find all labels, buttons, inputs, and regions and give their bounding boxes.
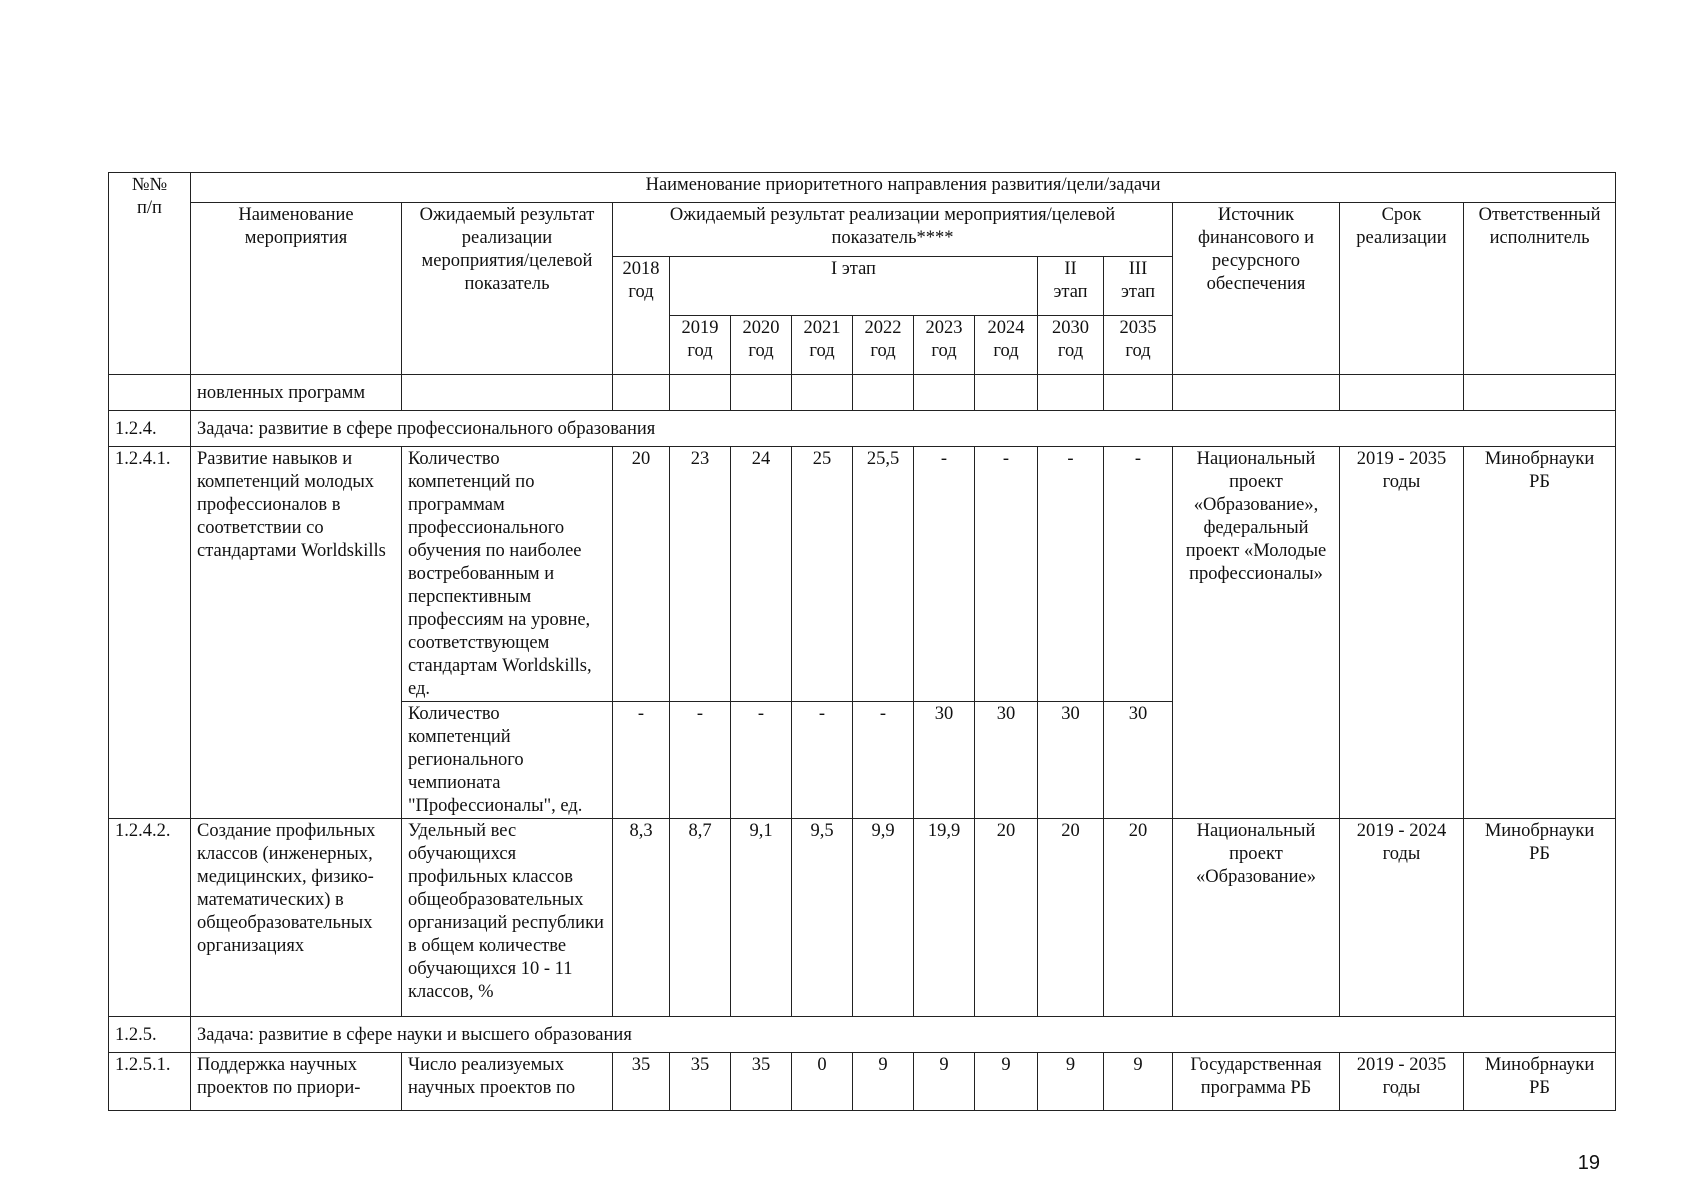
row-measure: новленных программ <box>191 375 402 411</box>
header-expected: Ожидаемый результат реализации мероприятия/целевой показатель <box>402 203 613 375</box>
program-table <box>108 172 1616 1111</box>
row-value: 9 <box>1038 1053 1104 1111</box>
row-value: - <box>1104 447 1173 702</box>
row-value: 25 <box>792 447 853 702</box>
row-value: 30 <box>975 702 1038 819</box>
row-value: 23 <box>670 447 731 702</box>
row-value: - <box>853 702 914 819</box>
row-term: 2019 - 2035 годы <box>1340 1053 1464 1111</box>
row-measure: Создание профильных классов (инженерных, медицинских, физико-математических) в общеобразовательных организациях <box>191 819 402 1017</box>
row-indicator: Количество компетенций по программам профессионального обучения по наиболее востребованным и перспективным профессиям на уровне, соответствующем стандартам Worldskills, ед. <box>402 447 613 702</box>
header-year: 2019 год <box>670 316 731 375</box>
row-value: - <box>914 447 975 702</box>
row-value: 8,3 <box>613 819 670 1017</box>
row-value: 20 <box>975 819 1038 1017</box>
row-value: 9,5 <box>792 819 853 1017</box>
header-row-2 <box>109 203 1616 257</box>
header-year: 2035 год <box>1104 316 1173 375</box>
header-year: 2021 год <box>792 316 853 375</box>
row-responsible: Минобрнауки РБ <box>1464 447 1616 702</box>
row-value: 25,5 <box>853 447 914 702</box>
row-source-empty <box>1173 702 1340 819</box>
row-num: 1.2.4.1. <box>109 447 191 819</box>
header-num: №№ п/п <box>109 173 191 375</box>
row-indicator: Удельный вес обучающихся профильных классов общеобразовательных организаций республики в общем количестве обучающихся 10 - 11 классов, % <box>402 819 613 1017</box>
row-value: 9,1 <box>731 819 792 1017</box>
row-responsible: Минобрнауки РБ <box>1464 819 1616 1017</box>
header-expected-years: Ожидаемый результат реализации мероприятия/целевой показатель**** <box>613 203 1173 257</box>
header-source: Источник финансового и ресурсного обеспечения <box>1173 203 1340 375</box>
row-value: 20 <box>613 447 670 702</box>
row-value: 20 <box>1038 819 1104 1017</box>
row-value-empty <box>731 375 792 411</box>
row-term: 2019 - 2024 годы <box>1340 819 1464 1017</box>
row-value: 24 <box>731 447 792 702</box>
header-row-1 <box>109 173 1616 203</box>
header-priority: Наименование приоритетного направления развития/цели/задачи <box>191 173 1616 203</box>
task-title: Задача: развитие в сфере профессионального образования <box>191 411 1616 447</box>
task-row <box>109 411 1616 447</box>
header-stage-2: II этап <box>1038 257 1104 316</box>
header-stage-3: III этап <box>1104 257 1173 316</box>
row-value: - <box>613 702 670 819</box>
row-value: - <box>792 702 853 819</box>
row-term: 2019 - 2035 годы <box>1340 447 1464 702</box>
row-value: - <box>731 702 792 819</box>
row-num: 1.2.5. <box>109 1017 191 1053</box>
row-value: - <box>975 447 1038 702</box>
table-row <box>109 375 1616 411</box>
row-value: - <box>670 702 731 819</box>
row-indicator: Количество компетенций регионального чемпионата "Профессионалы", ед. <box>402 702 613 819</box>
row-value: 0 <box>792 1053 853 1111</box>
row-measure: Развитие навыков и компетенций молодых профессионалов в соответствии со стандартами Worldskills <box>191 447 402 702</box>
header-measure: Наименование мероприятия <box>191 203 402 375</box>
header-stage-1: I этап <box>670 257 1038 316</box>
row-value: 9 <box>975 1053 1038 1111</box>
row-value-empty <box>1104 375 1173 411</box>
row-value: 35 <box>731 1053 792 1111</box>
row-value: 19,9 <box>914 819 975 1017</box>
row-value-empty <box>853 375 914 411</box>
row-indicator: Число реализуемых научных проектов по <box>402 1053 613 1111</box>
header-year: 2020 год <box>731 316 792 375</box>
header-year: 2024 год <box>975 316 1038 375</box>
row-value: - <box>1038 447 1104 702</box>
row-value: 8,7 <box>670 819 731 1017</box>
row-value: 9 <box>853 1053 914 1111</box>
row-value: 30 <box>1038 702 1104 819</box>
row-source: Национальный проект «Образование» <box>1173 819 1340 1017</box>
row-value-empty <box>914 375 975 411</box>
row-value-empty <box>975 375 1038 411</box>
task-row <box>109 1017 1616 1053</box>
row-value: 9,9 <box>853 819 914 1017</box>
row-responsible: Минобрнауки РБ <box>1464 1053 1616 1111</box>
row-measure-empty <box>191 702 402 819</box>
row-num: 1.2.4.2. <box>109 819 191 1017</box>
header-term: Срок реализации <box>1340 203 1464 375</box>
table-row <box>109 1053 1616 1111</box>
row-source: Национальный проект «Образование», федеральный проект «Молодые профессионалы» <box>1173 447 1340 702</box>
header-year: 2030 год <box>1038 316 1104 375</box>
row-value: 35 <box>613 1053 670 1111</box>
row-value-empty <box>792 375 853 411</box>
row-value: 30 <box>914 702 975 819</box>
row-indicator-empty <box>402 375 613 411</box>
table-row <box>109 447 1616 702</box>
header-responsible: Ответственный исполнитель <box>1464 203 1616 375</box>
row-num-empty <box>109 375 191 411</box>
row-value-empty <box>613 375 670 411</box>
page-number: 19 <box>1577 1152 1600 1174</box>
row-responsible-empty <box>1464 702 1616 819</box>
row-responsible-empty <box>1464 375 1616 411</box>
task-title: Задача: развитие в сфере науки и высшего образования <box>191 1017 1616 1053</box>
row-value: 9 <box>1104 1053 1173 1111</box>
row-value: 35 <box>670 1053 731 1111</box>
row-value-empty <box>1038 375 1104 411</box>
table-row <box>109 702 1616 819</box>
row-value: 20 <box>1104 819 1173 1017</box>
row-value: 9 <box>914 1053 975 1111</box>
row-num: 1.2.5.1. <box>109 1053 191 1111</box>
row-value-empty <box>670 375 731 411</box>
row-source: Государственная программа РБ <box>1173 1053 1340 1111</box>
row-measure: Поддержка научных проектов по приори- <box>191 1053 402 1111</box>
row-term-empty <box>1340 375 1464 411</box>
row-source-empty <box>1173 375 1340 411</box>
header-year: 2023 год <box>914 316 975 375</box>
header-year-2018: 2018 год <box>613 257 670 375</box>
row-value: 30 <box>1104 702 1173 819</box>
row-num: 1.2.4. <box>109 411 191 447</box>
row-term-empty <box>1340 702 1464 819</box>
table-row <box>109 819 1616 1017</box>
header-year: 2022 год <box>853 316 914 375</box>
